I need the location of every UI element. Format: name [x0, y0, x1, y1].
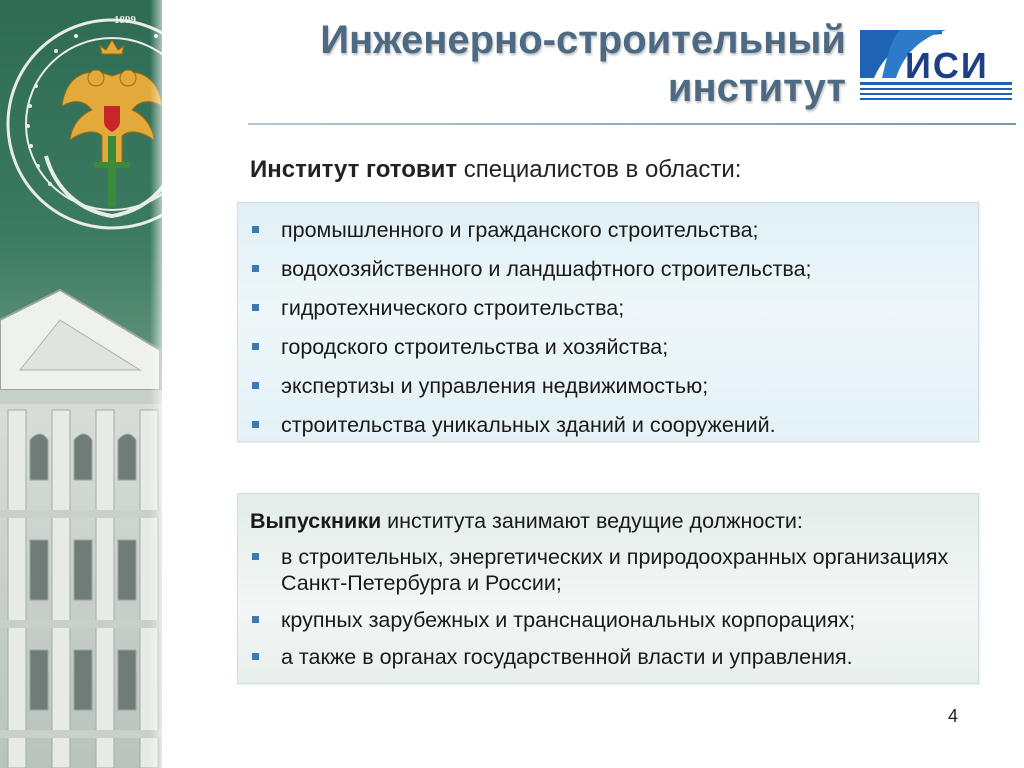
graduates-box [237, 493, 979, 684]
list-item-text: городского строительства и хозяйства; [281, 335, 669, 359]
graduates-rest: института занимают ведущие должности: [381, 509, 803, 533]
list-item-text: промышленного и гражданского строительства; [281, 218, 759, 242]
intro-rest: специалистов в области: [457, 156, 742, 183]
fields-box [237, 202, 979, 442]
square-bullet-icon [252, 265, 259, 272]
square-bullet-icon [252, 226, 259, 233]
list-item [250, 373, 966, 399]
list-item [250, 256, 966, 282]
emblem-year: 1899 [114, 14, 136, 26]
graduates-bold: Выпускники [250, 509, 382, 533]
page-number: 4 [948, 706, 959, 726]
list-item-text: в строительных, энергетических и природоохранных организациях Санкт-Петербурга и России; [281, 545, 949, 595]
list-item-text: экспертизы и управления недвижимостью; [281, 374, 709, 398]
fields-list [250, 217, 966, 438]
header-divider [248, 123, 1016, 125]
list-item [250, 295, 966, 321]
building-facade-image [0, 280, 162, 768]
square-bullet-icon [252, 343, 259, 350]
logo-text: ИСИ [905, 45, 989, 86]
list-item [250, 412, 966, 438]
list-item-text: гидротехнического строительства; [281, 296, 625, 320]
list-item [250, 607, 966, 633]
list-item [250, 544, 966, 596]
list-item-text: строительства уникальных зданий и сооружений. [281, 413, 776, 437]
graduates-list [250, 544, 966, 670]
university-emblem-icon [6, 6, 162, 236]
list-item-text: а также в органах государственной власти и управления. [281, 645, 853, 669]
square-bullet-icon [252, 304, 259, 311]
list-item [250, 217, 966, 243]
list-item [250, 334, 966, 360]
sidebar-fade [150, 0, 170, 768]
square-bullet-icon [252, 616, 259, 623]
intro-line [250, 156, 741, 184]
sidebar-decoration [0, 0, 162, 768]
square-bullet-icon [252, 553, 259, 560]
square-bullet-icon [252, 653, 259, 660]
list-item-text: водохозяйственного и ландшафтного строительства; [281, 257, 812, 281]
page-title [246, 16, 846, 112]
list-item [250, 644, 966, 670]
graduates-heading [250, 508, 966, 534]
square-bullet-icon [252, 382, 259, 389]
intro-bold: Институт готовит [250, 156, 458, 183]
title-line-2: институт [667, 66, 846, 110]
square-bullet-icon [252, 421, 259, 428]
list-item-text: крупных зарубежных и транснациональных корпорациях; [281, 608, 856, 632]
title-line-1: Инженерно-строительный [320, 18, 846, 62]
